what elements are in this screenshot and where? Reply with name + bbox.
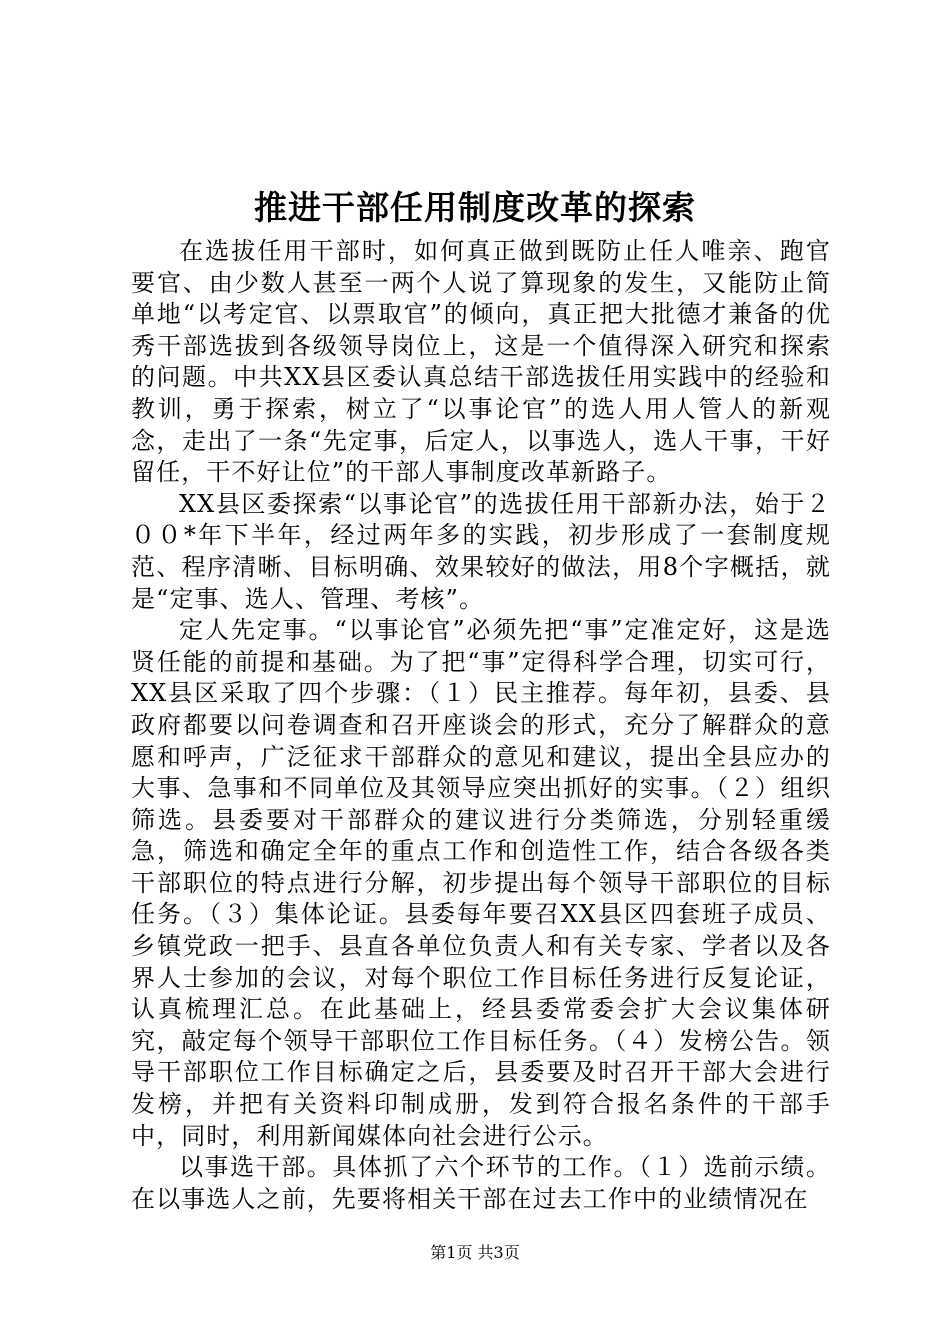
paragraph: 定人先定事。“以事论官”必须先把“事”定准定好，这是选贤任能的前提和基础。为了把“事”定得科学合理，切实可行，XX县区采取了四个步骤：（１）民主推荐。每年初，县委、县政府都要以问卷调查和召开座谈会的形式，充分了解群众的意愿和呼声，广泛征求干部群众的意见和建议，提出全县应办的大事、急事和不同单位及其领导应突出抓好的实事。（２）组织筛选。县委要对干部群众的建议进行分类筛选，分别轻重缓急，筛选和确定全年的重点工作和创造性工作，结合各级各类干部职位的特点进行分解，初步提出每个领导干部职位的目标任务。（３）集体论证。县委每年要召XX县区四套班子成员、乡镇党政一把手、县直各单位负责人和有关专家、学者以及各界人士参加的会议，对每个职位工作目标任务进行反复论证，认真梳理汇总。在此基础上，经县委常委会扩大会议集体研究，敲定每个领导干部职位工作目标任务。（４）发榜公告。领导干部职位工作目标确定之后，县委要及时召开干部大会进行发榜，并把有关资料印制成册，发到符合报名条件的干部手中，同时，利用新闻媒体向社会进行公示。 bbox=[131, 616, 831, 1150]
paragraph: XX县区委探索“以事论官”的选拔任用干部新办法，始于２００*年下半年，经过两年多的实践，初步形成了一套制度规范、程序清晰、目标明确、效果较好的做法，用8个字概括，就是“定事、选人、管理、考核”。 bbox=[131, 489, 831, 613]
document-title: 推进干部任用制度改革的探索 bbox=[254, 188, 696, 227]
paragraph: 以事选干部。具体抓了六个环节的工作。（１）选前示绩。在以事选人之前，先要将相关干部在过去工作中的业绩情况在 bbox=[131, 1153, 831, 1213]
document-body bbox=[131, 236, 831, 1215]
paragraph: 在选拔任用干部时，如何真正做到既防止任人唯亲、跑官要官、由少数人甚至一两个人说了算现象的发生，又能防止简单地“以考定官、以票取官”的倾向，真正把大批德才兼备的优秀干部选拔到各级领导岗位上，这是一个值得深入研究和探索的问题。中共XX县区委认真总结干部选拔任用实践中的经验和教训，勇于探索，树立了“以事论官”的选人用人管人的新观念，走出了一条“先定事，后定人，以事选人，选人干事，干好留任，干不好让位”的干部人事制度改革新路子。 bbox=[131, 237, 831, 487]
page-number: 第1页 共3页 bbox=[430, 1243, 520, 1262]
